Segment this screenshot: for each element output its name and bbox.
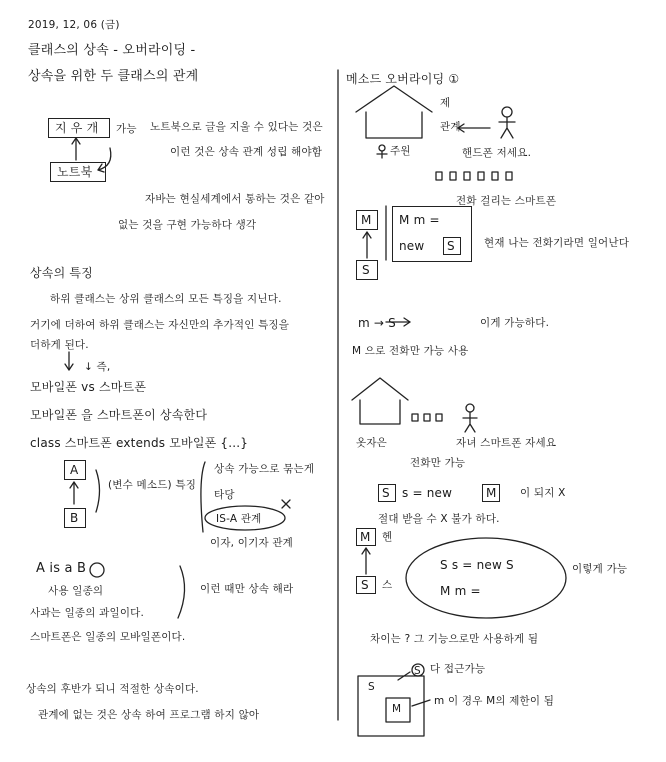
note-desc-4: 없는 것을 구현 가능하다 생각 <box>118 219 257 231</box>
code-line-2: new <box>399 239 425 253</box>
bottom-line-2: 관계에 없는 것은 상속 하여 프로그램 하지 않아 <box>38 709 260 721</box>
code-box <box>392 206 472 262</box>
feature-line-3: 더하게 된다. <box>30 339 89 351</box>
never-line: 절대 받을 수 X 불가 하다. <box>378 513 500 525</box>
house2-label-1: 옷자은 <box>356 437 388 449</box>
class-s2-label: S <box>361 578 369 592</box>
notebook-box-label: 노트북 <box>57 165 93 179</box>
class-s2-note: 스 <box>382 579 393 591</box>
isa-line-2: 타당 <box>214 489 235 501</box>
m-use: M 으로 전화만 가능 사용 <box>352 345 469 357</box>
difference-line: 차이는 ? 그 기능으로만 사용하게 됨 <box>370 633 539 645</box>
class-extends-line: class 스마트폰 extends 모바일폰 {...} <box>30 436 249 450</box>
label-che: 제 <box>440 97 451 109</box>
new-line-m-box <box>482 484 500 502</box>
mobile-inherit-line: 모바일폰 을 스마트폰이 상속한다 <box>30 408 208 422</box>
new-line-note: 이 되지 X <box>520 487 566 499</box>
erase-suffix: 가능 <box>116 123 137 135</box>
note-desc-3: 자바는 현실세계에서 통하는 것은 같아 <box>145 193 325 205</box>
new-line-m: M <box>486 486 497 500</box>
new-line-s: S <box>382 486 390 500</box>
feature-title: 상속의 특징 <box>30 266 93 280</box>
new-line-s-box <box>378 484 396 502</box>
code-note: 현재 나는 전화기라면 일어난다 <box>484 237 630 249</box>
class-m2-label: M <box>360 530 371 544</box>
nested-note: m 이 경우 M의 제한이 됨 <box>434 695 555 707</box>
a-is-a-b-sub: 사용 일종의 <box>48 585 104 597</box>
class-m-box <box>356 210 378 230</box>
m-to-s-note: 이게 가능하다. <box>480 317 550 329</box>
circle-note: 다 접근가능 <box>430 663 486 675</box>
nested-s: S <box>368 681 375 693</box>
class-a-box <box>64 460 86 480</box>
a-is-a-b-example-2: 스마트폰은 일종의 모바일폰이다. <box>30 631 186 643</box>
house2-label-2: 자녀 스마트폰 자세요 <box>456 437 557 449</box>
a-is-a-b-side-note: 이런 때만 상속 해라 <box>200 583 294 595</box>
isa-line-4: 이자, 이기자 관계 <box>210 537 294 549</box>
date: 2019, 12, 06 (금) <box>28 19 120 31</box>
nested-m: M <box>392 703 402 715</box>
class-s-label: S <box>362 263 370 277</box>
class-s-box <box>356 260 378 280</box>
feature-line-2: 거기에 더하여 하위 클래스는 자신만의 추가적인 특징을 <box>30 319 290 331</box>
class-m2-box <box>356 528 376 546</box>
new-line-mid: s = new <box>402 486 453 500</box>
code-s-label: S <box>447 239 455 253</box>
class-b-box <box>64 508 86 528</box>
override-title: 메소드 오버라이딩 ① <box>346 72 460 86</box>
label-juwon: 주원 <box>390 145 411 157</box>
class-s2-box <box>356 576 376 594</box>
oval-note: 이렇게 가능 <box>572 563 628 575</box>
class-b-label: B <box>70 511 79 525</box>
code-s-box <box>443 237 461 255</box>
label-phone-msg-2: 전화 걸리는 스마트폰 <box>456 195 557 207</box>
note-desc-1: 노트북으로 글을 지울 수 있다는 것은 <box>150 121 323 133</box>
erase-box-label: 지 우 개 <box>55 121 99 135</box>
label-phone-msg: 핸드폰 저세요. <box>462 147 532 159</box>
class-m-label: M <box>361 213 372 227</box>
oval-line-2: M m = <box>440 584 481 598</box>
erase-box <box>48 118 110 138</box>
isa-line-1: 상속 가능으로 묶는게 <box>214 463 315 475</box>
bottom-line-1: 상속의 후반가 되니 적절한 상속이다. <box>26 683 199 695</box>
note-title: 클래스의 상속 - 오버라이딩 - <box>28 43 196 58</box>
class-m2-note: 헨 <box>382 531 393 543</box>
note-subtitle: 상속을 위한 두 클래스의 관계 <box>28 69 199 84</box>
feature-label: (변수 메소드) 특징 <box>108 479 197 491</box>
circle-s: S <box>414 665 421 677</box>
code-line-1: M m = <box>399 213 440 227</box>
oval-line-1: S s = new S <box>440 558 514 572</box>
label-gwan: 관계 <box>440 121 461 133</box>
note-desc-2: 이런 것은 상속 관계 성립 해야함 <box>170 146 323 158</box>
m-to-s: m → S <box>358 316 396 330</box>
notebook-box <box>50 162 106 182</box>
isa-line-3: IS-A 관계 <box>216 513 262 525</box>
a-is-a-b: A is a B <box>36 561 87 576</box>
mobile-vs-smart: 모바일폰 vs 스마트폰 <box>30 380 147 394</box>
class-a-label: A <box>70 463 79 477</box>
feature-line-1: 하위 클래스는 상위 클래스의 모든 특징을 지닌다. <box>50 293 282 305</box>
arrow-jeuk: ↓ 즉, <box>84 361 111 373</box>
a-is-a-b-example-1: 사과는 일종의 과일이다. <box>30 607 145 619</box>
house2-label-3: 전화만 가능 <box>410 457 466 469</box>
